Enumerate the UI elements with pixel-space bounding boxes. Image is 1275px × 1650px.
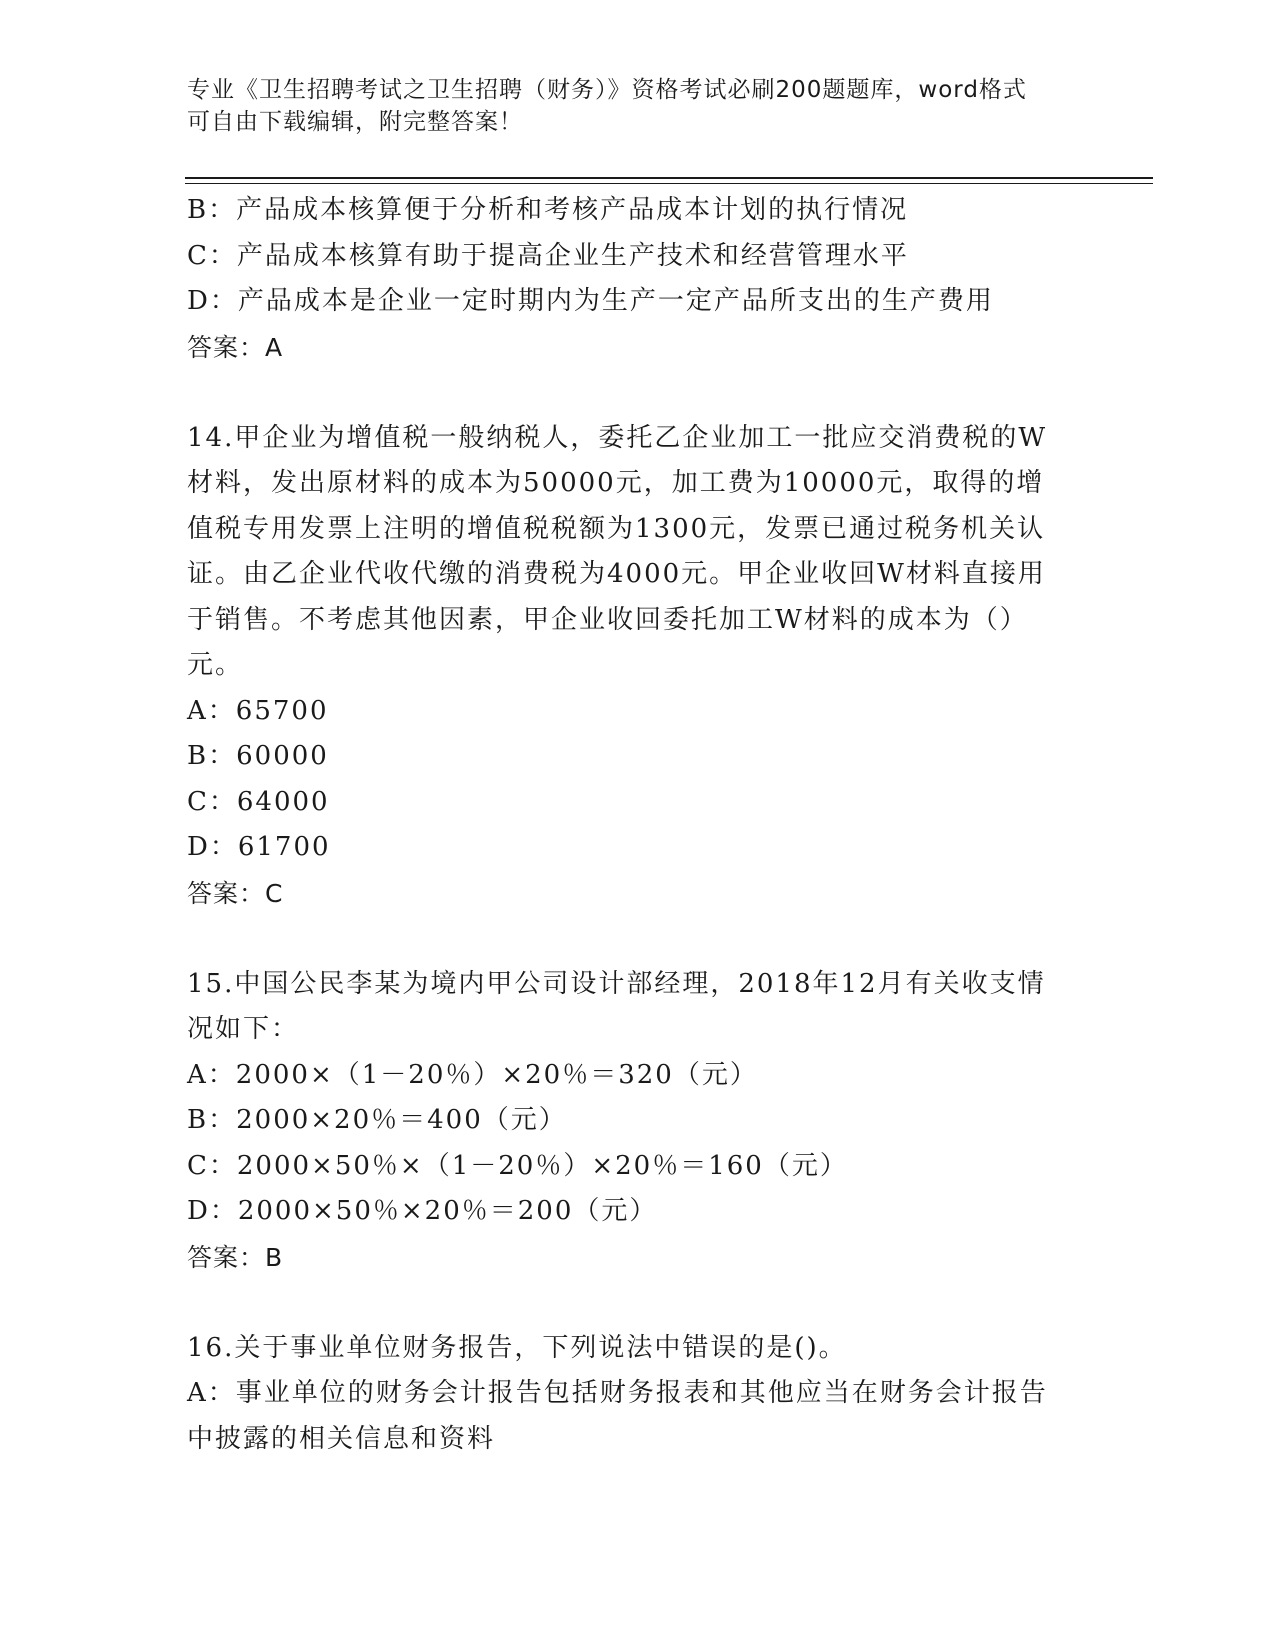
header-title-line-1: 专业《卫生招聘考试之卫生招聘（财务）》资格考试必刷200题题库，word格式 [187, 77, 1027, 103]
q16-stem-line: 16.关于事业单位财务报告，下列说法中错误的是()。 [187, 1332, 847, 1363]
q14-stem-line: 材料，发出原材料的成本为50000元，加工费为10000元，取得的增 [187, 468, 1045, 498]
spacer [187, 370, 1077, 416]
q14-stem-line: 元。 [187, 650, 244, 680]
prev-answer: 答案：A [187, 332, 284, 362]
prev-option-c: C：产品成本核算有助于提高企业生产技术和经营管理水平 [187, 240, 909, 271]
q15-stem-line: 况如下： [187, 1014, 300, 1044]
header-divider-thin [185, 183, 1153, 184]
q15-option-d: D：2000×50％×20％＝200（元） [187, 1196, 658, 1226]
q15-answer: 答案：B [187, 1242, 284, 1272]
q15-stem-line: 15.中国公民李某为境内甲公司设计部经理，2018年12月有关收支情 [187, 968, 1046, 999]
q15-option-b: B：2000×20％＝400（元） [187, 1105, 567, 1135]
q14-answer: 答案：C [187, 878, 284, 908]
spacer [187, 916, 1077, 962]
q16-option-a-line: A：事业单位的财务会计报告包括财务报表和其他应当在财务会计报告 [187, 1378, 1048, 1408]
prev-option-d: D：产品成本是企业一定时期内为生产一定产品所支出的生产费用 [187, 286, 994, 316]
q14-option-c: C：64000 [187, 786, 330, 817]
header-divider-thick [185, 177, 1153, 179]
spacer [187, 1280, 1077, 1326]
q14-option-b: B：60000 [187, 741, 329, 771]
q14-stem-line: 14.甲企业为增值税一般纳税人，委托乙企业加工一批应交消费税的W [187, 422, 1048, 453]
q14-stem-line: 值税专用发票上注明的增值税税额为1300元，发票已通过税务机关认 [187, 513, 1046, 544]
question-content [187, 188, 1077, 1462]
q15-option-a: A：2000×（1－20％）×20％＝320（元） [187, 1059, 758, 1090]
prev-option-b: B：产品成本核算便于分析和考核产品成本计划的执行情况 [187, 195, 909, 225]
header-title-line-2: 可自由下载编辑，附完整答案！ [187, 109, 523, 135]
q14-stem-line: 于销售。不考虑其他因素，甲企业收回委托加工W材料的成本为（） [187, 604, 1028, 635]
page-header [187, 74, 1067, 138]
q14-stem-line: 证。由乙企业代收代缴的消费税为4000元。甲企业收回W材料直接用 [187, 559, 1046, 589]
q15-option-c: C：2000×50％×（1－20％）×20％＝160（元） [187, 1150, 848, 1181]
q14-option-d: D：61700 [187, 832, 331, 862]
q16-option-a-line: 中披露的相关信息和资料 [187, 1423, 496, 1454]
q14-option-a: A：65700 [187, 695, 329, 726]
